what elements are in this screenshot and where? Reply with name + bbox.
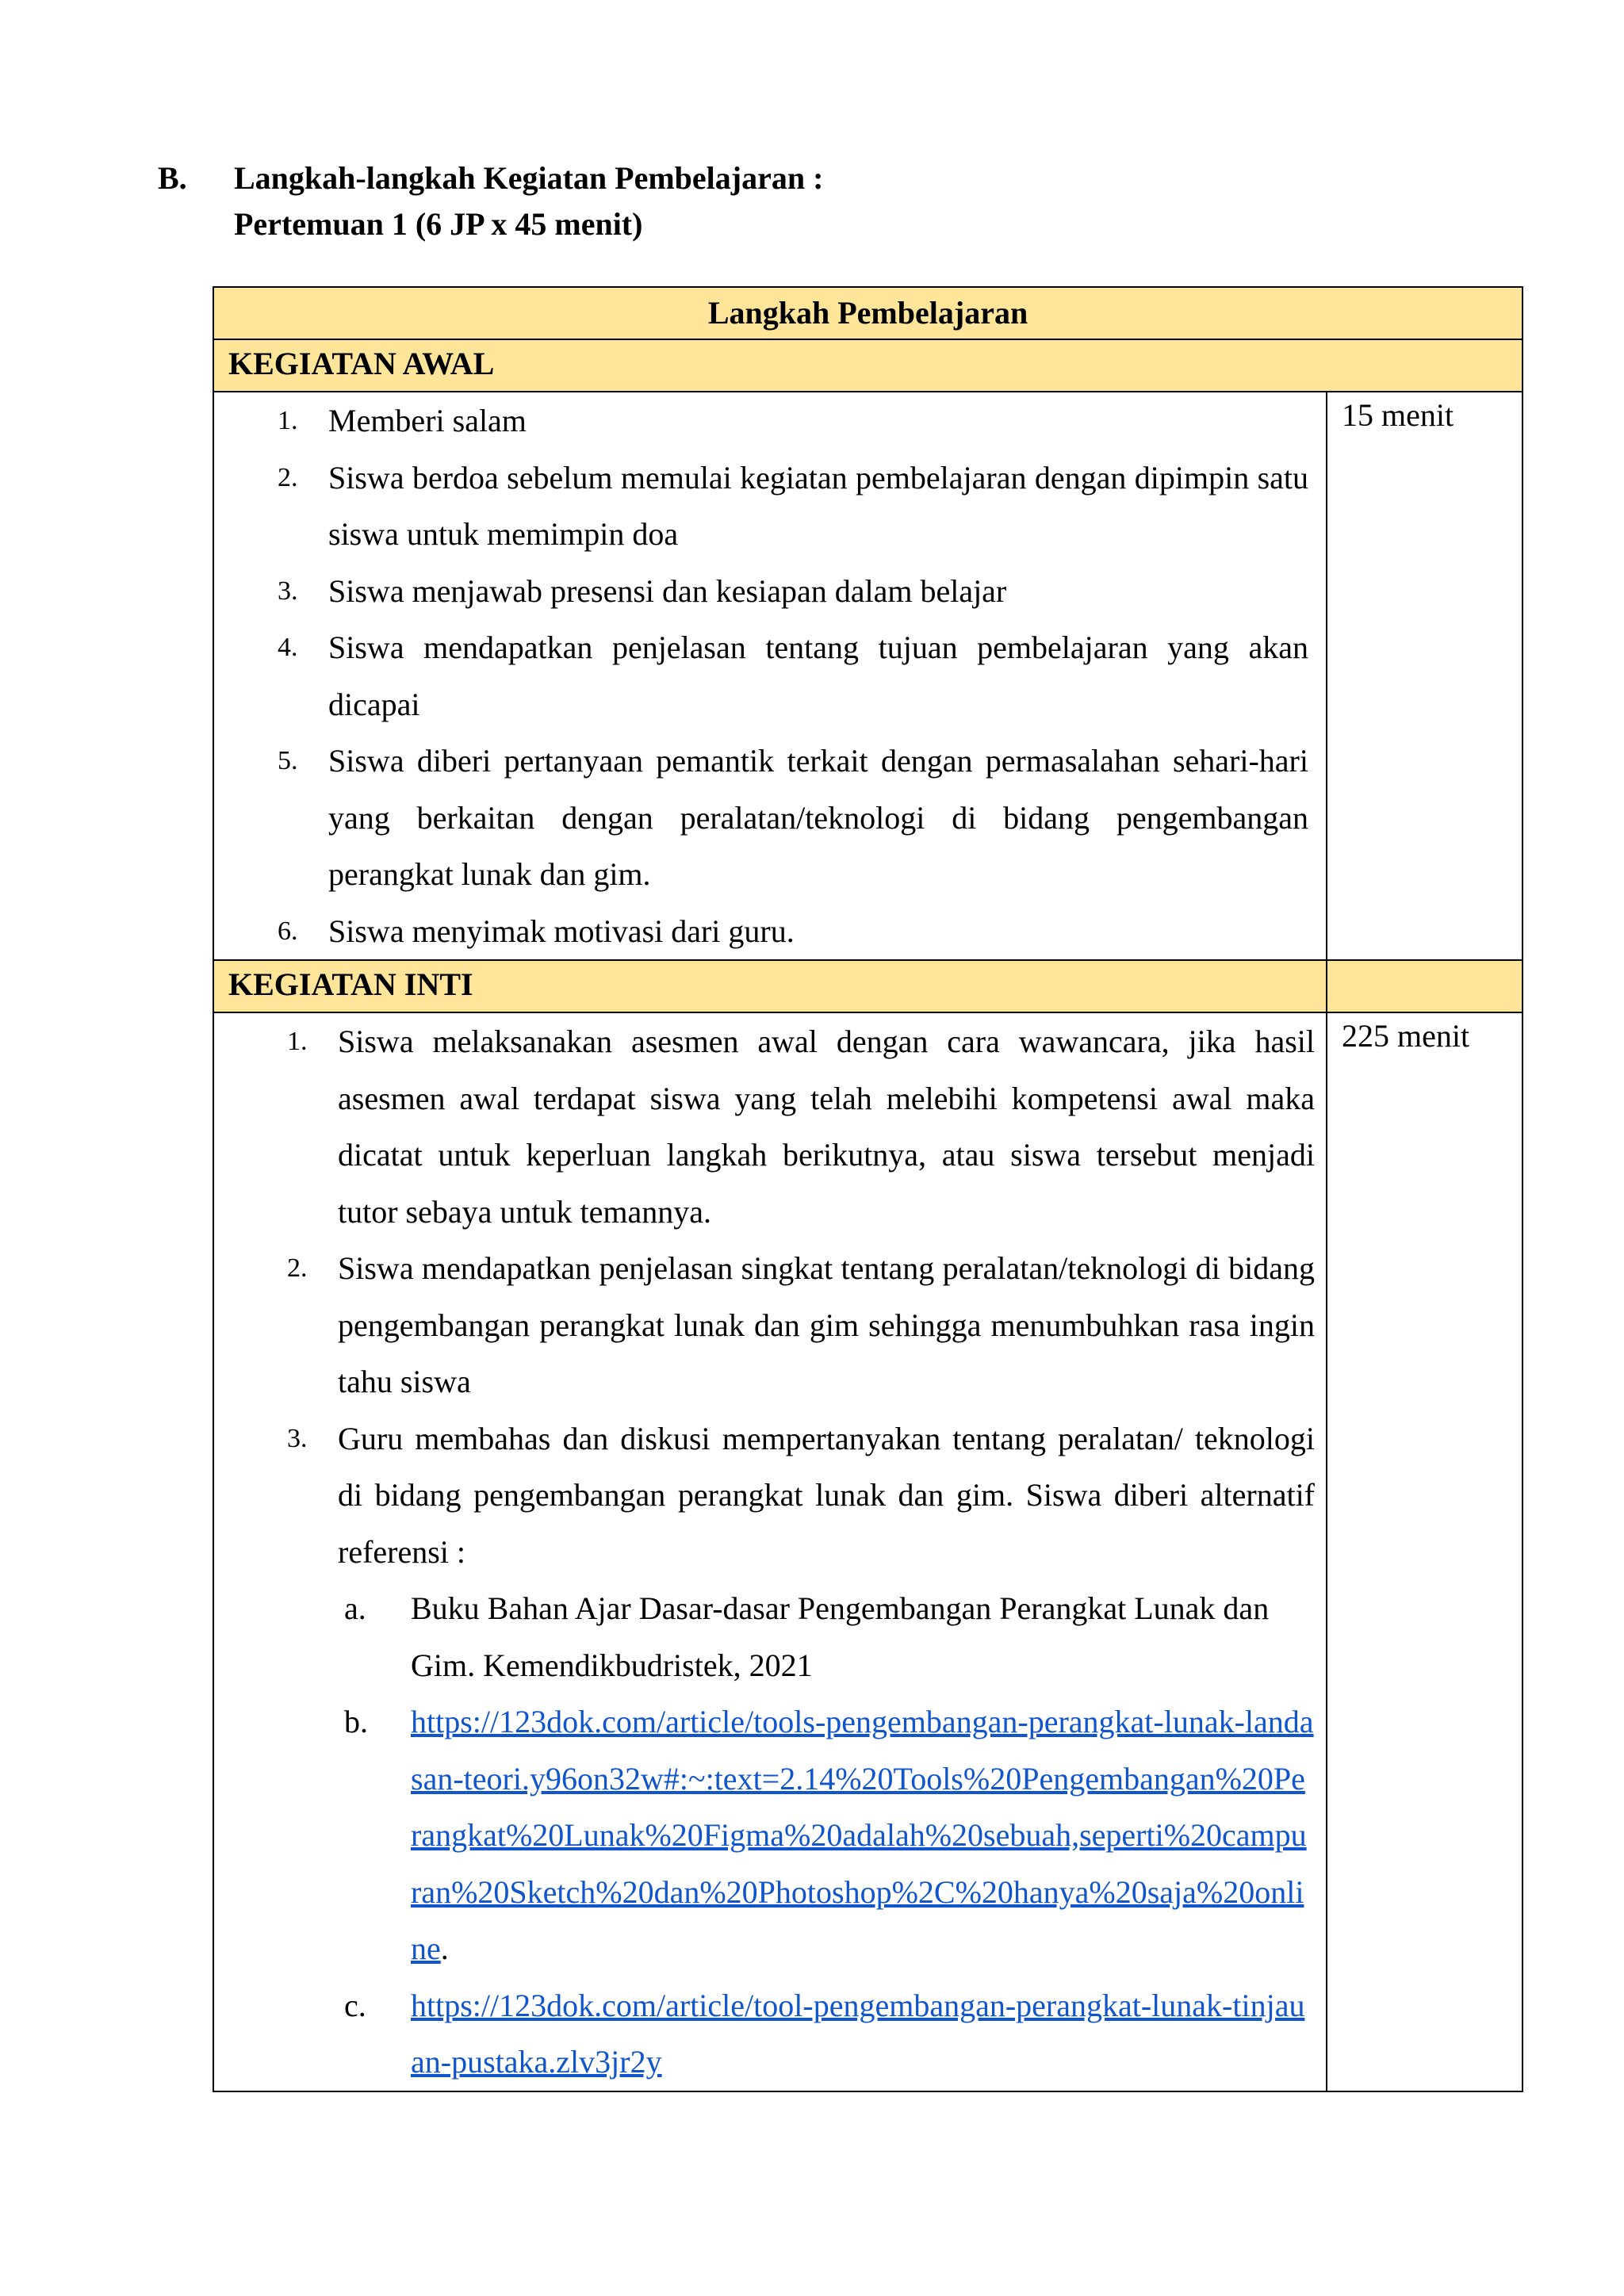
- item-text: Siswa mendapatkan penjelasan singkat tentang peralatan/teknologi di bidang pengembangan perangkat lunak dan gim sehingga menumbuhkan rasa ingin tahu siswa: [338, 1250, 1315, 1399]
- item-number: 3.: [278, 576, 298, 606]
- inti-duration: 225 menit: [1327, 1012, 1522, 2091]
- item-number: 6.: [278, 916, 298, 946]
- item-number: 1.: [287, 1027, 308, 1056]
- item-number: 4.: [278, 633, 298, 662]
- reference-list: [338, 1580, 1315, 2091]
- reference-letter: c.: [344, 1987, 366, 2023]
- list-item: [214, 1013, 1315, 1240]
- reference-letter: b.: [344, 1704, 368, 1739]
- reference-item: [338, 1977, 1315, 2091]
- section-label-inti: KEGIATAN INTI: [213, 960, 1327, 1012]
- awal-steps-cell: [213, 392, 1327, 960]
- item-text: Siswa menjawab presensi dan kesiapan dalam belajar: [328, 572, 1007, 609]
- reference-item: [338, 1580, 1315, 1693]
- awal-duration: 15 menit: [1327, 392, 1522, 960]
- list-item: [214, 563, 1308, 620]
- item-text: Memberi salam: [328, 403, 527, 438]
- list-item: [214, 392, 1308, 450]
- awal-steps-list: [214, 392, 1326, 959]
- item-number: 1.: [278, 406, 298, 435]
- inti-steps-list: [214, 1013, 1326, 2091]
- list-item: [214, 619, 1308, 733]
- list-item: [214, 733, 1308, 903]
- reference-text: Buku Bahan Ajar Dasar-dasar Pengembangan Perangkat Lunak dan Gim. Kemendikbudristek, 2021: [411, 1590, 1270, 1683]
- reference-link[interactable]: https://123dok.com/article/tool-pengembangan-perangkat-lunak-tinjauan-pustaka.zlv3jr2y: [411, 1987, 1305, 2080]
- reference-item: [338, 1693, 1315, 1977]
- learning-steps-table: [213, 286, 1523, 2092]
- item-text: Guru membahas dan diskusi mempertanyakan tentang peralatan/ teknologi di bidang pengembangan perangkat lunak dan gim. Siswa diberi alternatif referensi :: [338, 1420, 1315, 1570]
- inti-steps-cell: [213, 1012, 1327, 2091]
- section-label-inti-empty: [1327, 960, 1522, 1012]
- reference-link[interactable]: https://123dok.com/article/tools-pengembangan-perangkat-lunak-landasan-teori.y96on32w#:~:text=2.14%20Tools%20Pengembangan%20Perangkat%20Lunak%20Figma%20adalah%20sebuah,seperti%20campuran%20Sketch%20dan%20Photoshop%2C%20hanya%20saja%20online: [411, 1704, 1314, 1966]
- section-label-awal: KEGIATAN AWAL: [213, 339, 1522, 392]
- list-item: [214, 903, 1308, 960]
- section-letter: B.: [158, 160, 187, 196]
- item-text: Siswa mendapatkan penjelasan tentang tujuan pembelajaran yang akan dicapai: [328, 629, 1308, 722]
- table-title: Langkah Pembelajaran: [213, 287, 1522, 339]
- meeting-subtitle: Pertemuan 1 (6 JP x 45 menit): [234, 206, 643, 242]
- item-text: Siswa menyimak motivasi dari guru.: [328, 913, 795, 949]
- section-title: Langkah-langkah Kegiatan Pembelajaran :: [234, 160, 824, 196]
- item-number: 3.: [287, 1423, 308, 1453]
- item-text: Siswa diberi pertanyaan pemantik terkait dengan permasalahan sehari-hari yang berkaitan dengan peralatan/teknologi di bidang pengembangan perangkat lunak dan gim.: [328, 743, 1308, 892]
- list-item: [214, 1240, 1315, 1410]
- item-number: 5.: [278, 746, 298, 775]
- item-text: Siswa melaksanakan asesmen awal dengan cara wawancara, jika hasil asesmen awal terdapat siswa yang telah melebihi kompetensi awal maka dicatat untuk keperluan langkah berikutnya, atau siswa tersebut menjadi tutor sebaya untuk temannya.: [338, 1024, 1315, 1230]
- reference-letter: a.: [344, 1590, 366, 1626]
- item-number: 2.: [287, 1253, 308, 1283]
- reference-suffix: .: [440, 1931, 449, 1966]
- list-item: [214, 1410, 1315, 2091]
- item-number: 2.: [278, 462, 298, 492]
- list-item: [214, 450, 1308, 563]
- item-text: Siswa berdoa sebelum memulai kegiatan pembelajaran dengan dipimpin satu siswa untuk memimpin doa: [328, 459, 1308, 552]
